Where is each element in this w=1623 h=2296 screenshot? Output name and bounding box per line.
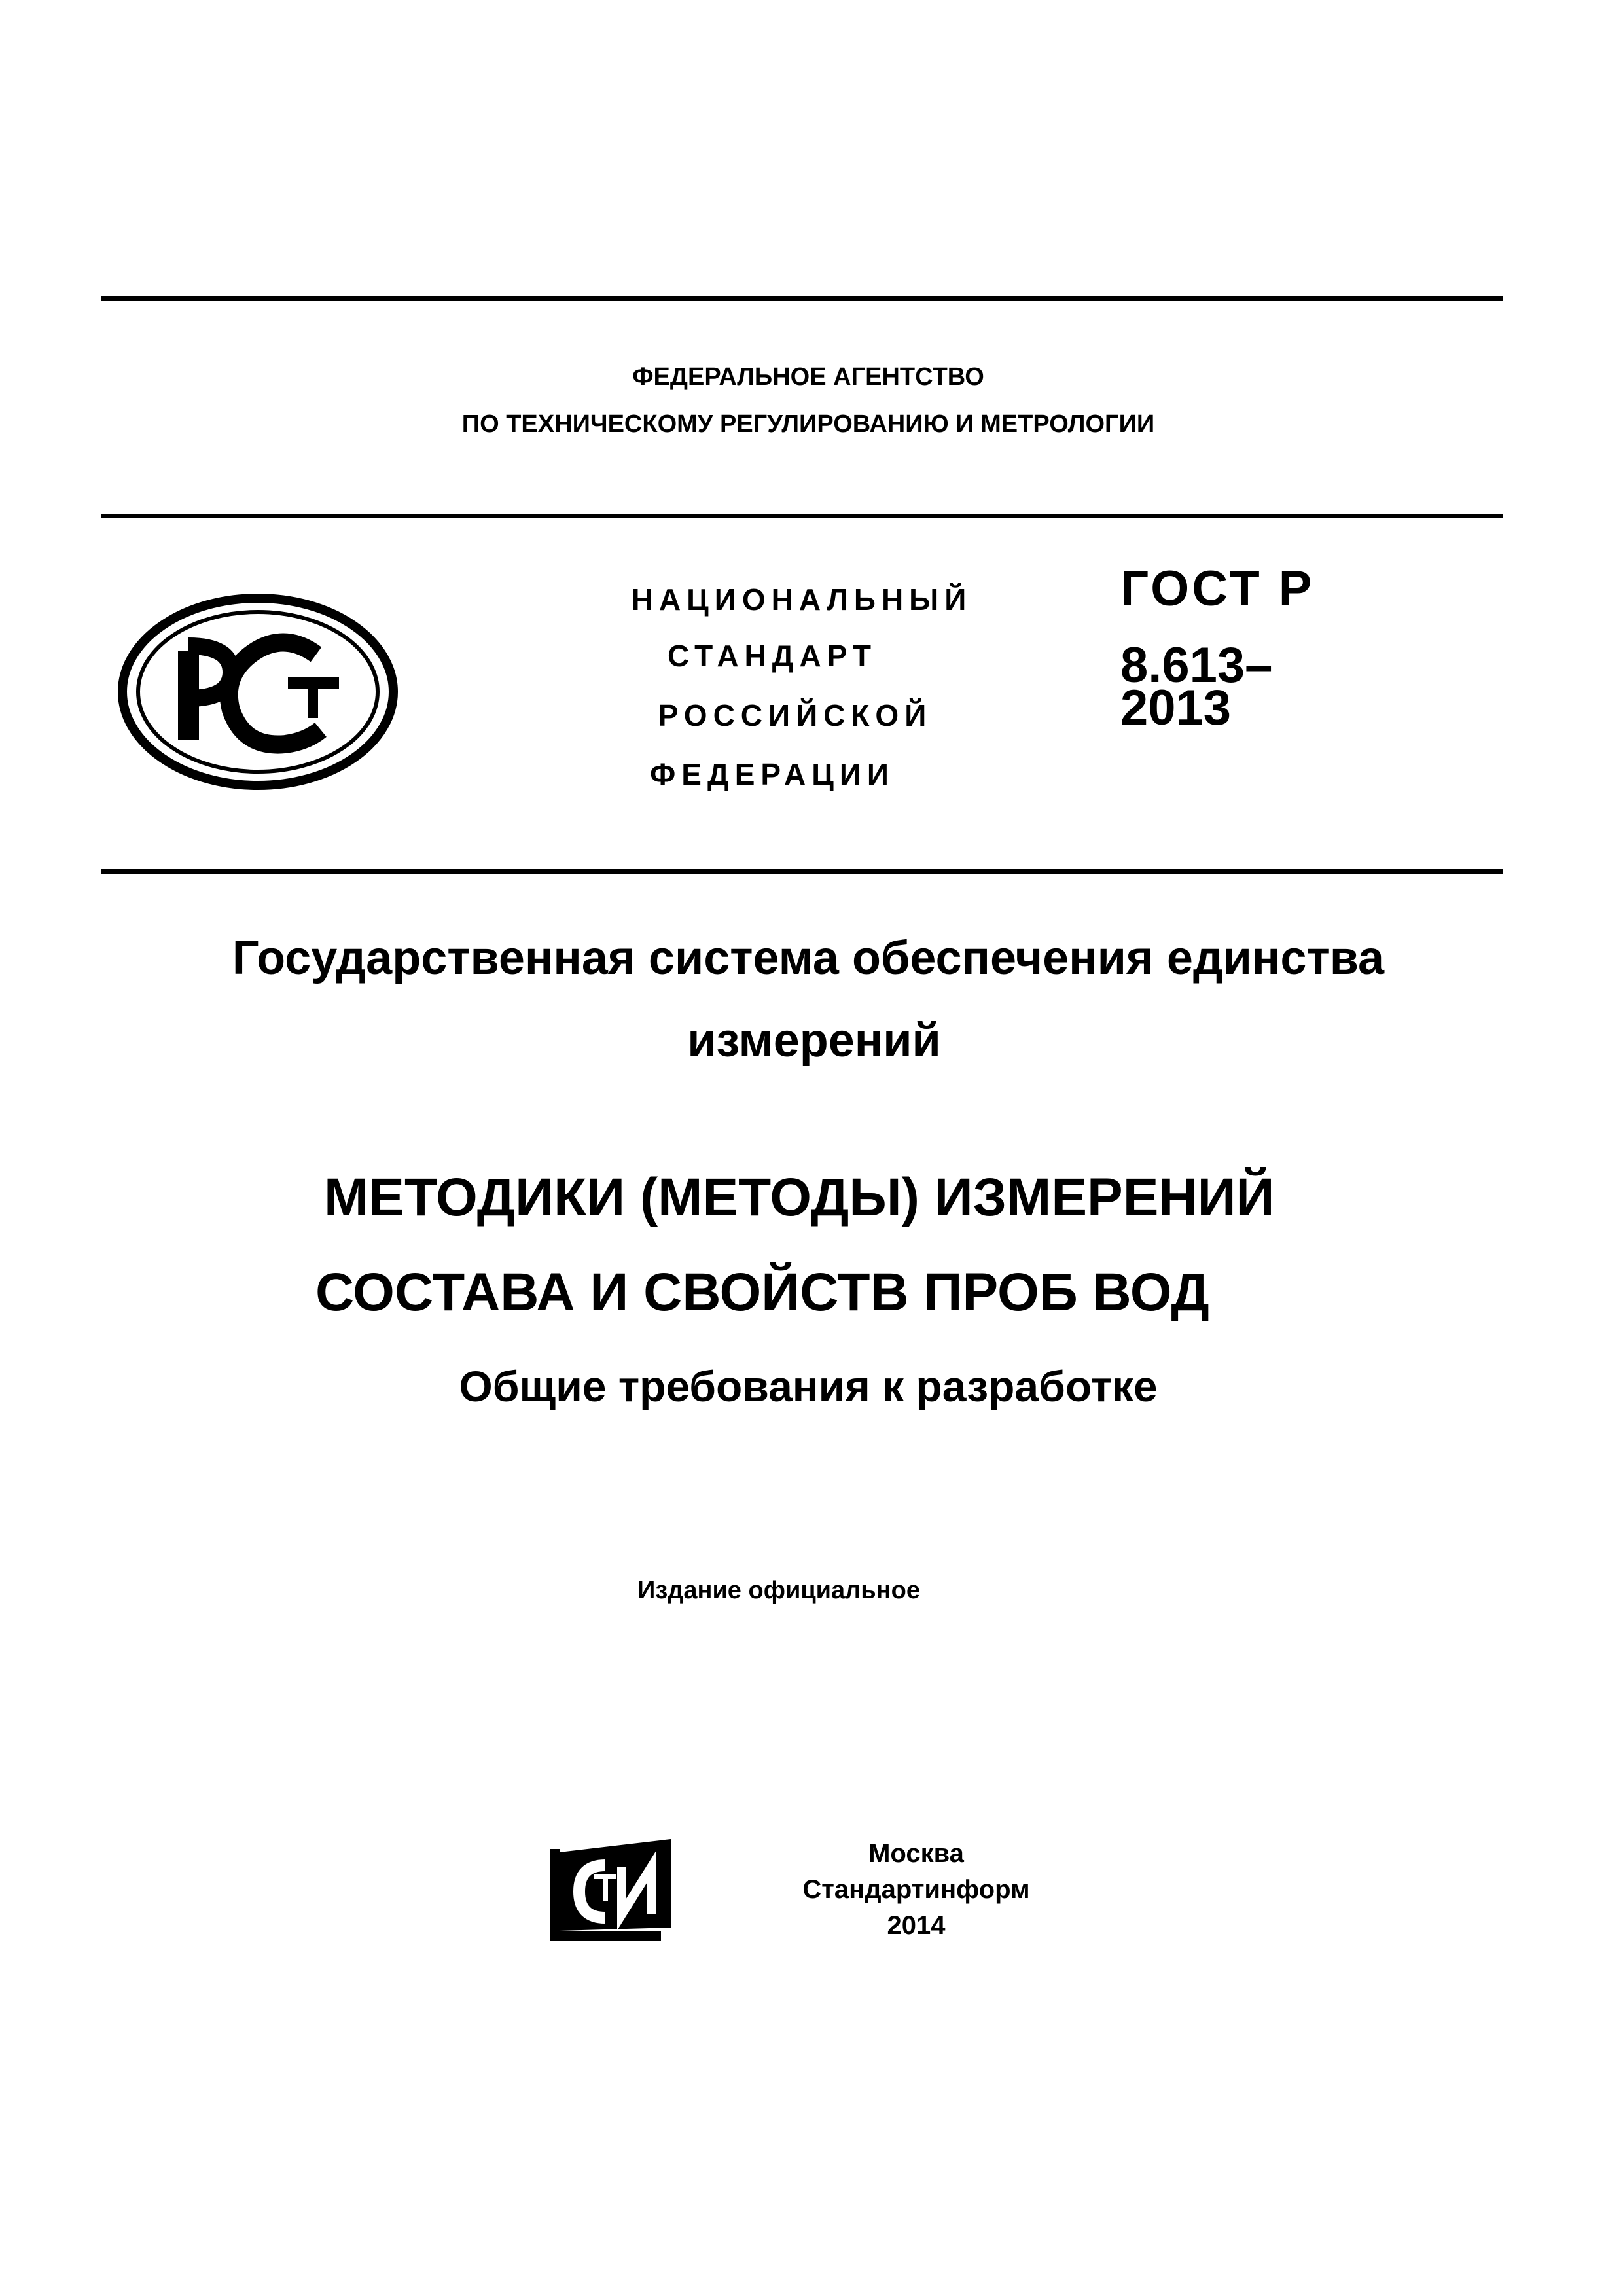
document-title-line-1: МЕТОДИКИ (МЕТОДЫ) ИЗМЕРЕНИЙ	[324, 1168, 1275, 1227]
national-standard-line-2: СТАНДАРТ	[668, 639, 877, 673]
designation-line-1: ГОСТ Р	[1120, 561, 1315, 617]
imprint-year: 2014	[887, 1911, 946, 1940]
agency-line-1: ФЕДЕРАЛЬНОЕ АГЕНТСТВО	[632, 363, 984, 391]
designation-line-3: 2013	[1120, 680, 1232, 736]
edition-label: Издание официальное	[637, 1577, 920, 1604]
national-standard-line-4: ФЕДЕРАЦИИ	[650, 757, 895, 791]
document-title-line-2: СОСТАВА И СВОЙСТВ ПРОБ ВОД	[315, 1263, 1209, 1322]
agency-line-2: ПО ТЕХНИЧЕСКОМУ РЕГУЛИРОВАНИЮ И МЕТРОЛОГИИ	[461, 410, 1155, 438]
publisher-logo-icon	[543, 1836, 681, 1944]
imprint-publisher: Стандартинформ	[802, 1875, 1030, 1904]
national-standard-line-1: НАЦИОНАЛЬНЫЙ	[631, 583, 972, 617]
national-standard-line-3: РОССИЙСКОЙ	[658, 698, 933, 732]
system-title-line-1: Государственная система обеспечения единства	[232, 932, 1385, 984]
system-title-line-2: измерений	[687, 1014, 941, 1067]
header-rule	[101, 514, 1503, 518]
top-rule	[101, 296, 1503, 301]
rst-logo-icon	[116, 592, 399, 792]
document-subtitle: Общие требования к разработке	[459, 1362, 1158, 1410]
designation-line-2: 8.613–	[1120, 637, 1273, 693]
imprint-city: Москва	[868, 1839, 964, 1868]
title-rule	[101, 869, 1503, 874]
